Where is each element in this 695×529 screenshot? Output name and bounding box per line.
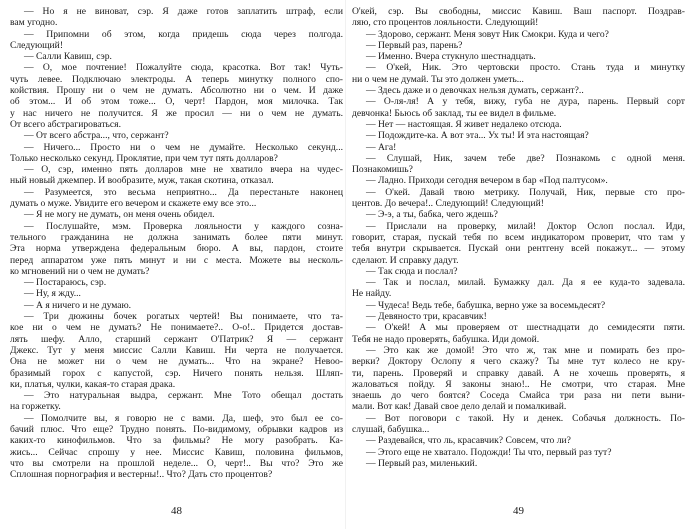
text-line: каких-то кинофильмов. Что за фильмы? Не могу разобрать. Ка- [10,435,343,447]
text-line: — Именно. Вчера стукнуло шестнадцать. [366,51,536,63]
text-line: жаловаться пойду. Я законы знаю!.. Не смотри, что старая. Мне [352,378,685,390]
text-line: что вы смотрели на прошлой неделе... О, черт!.. Вы что? Это же [10,457,343,469]
text-line: — Я не могу не думать, он меня очень обидел. [24,209,215,221]
text-line: — О'кей. Давай твою метрику. Получай, Ник, первые сто про- [366,186,685,198]
text-line: Следующий! [10,39,64,51]
text-line: — Вот поговори с такой. Ну и денек. Собачья должность. По- [366,412,685,424]
text-line: — Слушай, Ник, зачем тебе две? Познакомь с одной меня. [366,152,685,164]
text-line: у нас ничего не получится. Я же просил — ни о чем не думать. [10,107,343,119]
text-line: Джекс. Тут у меня миссис Салли Кавиш. Ни черта не получается. [10,344,343,356]
text-line: ко мгновений ни о чем не думать? [10,265,150,277]
text-line: — Девяносто три, красавчик! [366,311,487,323]
text-line: О'кей, сэр. Вы свободны, миссис Кавиш. Ваш паспорт. Поздрав- [352,6,685,17]
text-line: — Ага! [366,141,397,153]
text-line: — Нет — настоящая. Я живет недалеко отсюда. [366,118,562,130]
text-line: — Помолчите вы, я говорю не с вами. Да, шеф, это был ее со- [24,412,343,424]
text-line: — А я ничего и не думаю. [24,299,132,311]
text-line: — Три дюжины бочек рогатых чертей! Вы понимаете, что та- [24,311,343,323]
text-line: знаешь до чего боятся? Соседа Смайса три раза ни пети выни- [352,390,685,402]
text-line: — Подождите-ка. А вот эта... Ух ты! И эта настоящая? [366,130,589,142]
text-line: кое ни о чем не думать? Не понимаете?.. О-о!.. Придется достав- [10,322,343,334]
text-line: тельного гражданина не должна занимать более пяти минут. [10,231,343,243]
text-line: тебя внутри скрывается. Пускай они рентгену всей покажут... — этому [352,243,685,255]
text-line: бразимый горох с капустой, сэр. Ничего понять нельзя. Шляп- [10,367,343,379]
text-line: — Разумеется, это весьма неприятно... Да перестаньте наконец [24,186,343,198]
text-line: чуть левее. Подключаю электроды. А теперь минутку полного спо- [10,73,343,85]
text-line: — Первый раз, парень? [366,39,463,51]
text-line: Не найду. [352,288,392,300]
text-line: думать о муже. Увидите его вечером и скажете ему все это... [10,198,257,210]
text-line: слушай, бабушка... [352,423,430,435]
left-page-number: 48 [171,505,182,517]
text-line: койствия. Прошу ни о чем не думать. Абсолютно ни о чем. И даже [10,85,343,97]
book-gutter [345,0,346,529]
text-line: верки? Доктору Ослопу я чего скажу? Ты мне тут колесо не кру- [352,356,685,368]
text-line: — Раздевайся, что ль, красавчик? Совсем, что ли? [366,435,571,447]
text-line: Эта норма утверждена федеральным бюро. А вы, пардон, стоите [10,243,343,255]
text-line: ти, парень. Проверяй и справку давай. А не хочешь проверять, я [352,367,685,379]
text-line: — О-ля-ля! А у тебя, вижу, губа не дура, парень. Первый сорт [366,96,685,108]
text-line: — О, сэр, именно пять долларов мне не хватило вчера на чудес- [24,164,343,176]
text-line: — Прислали на проверку, милай! Доктор Ослоп послал. Иди, [366,220,685,232]
text-line: Она не может ни о чем не думать... Что на экране? Невоо- [10,356,343,368]
right-page-text [352,6,685,469]
text-line: девчонка! Бьюсь об заклад, ты ее видел в фильме. [352,107,557,119]
text-line: на горжетку. [10,401,61,413]
text-line: — Ладно. Приходи сегодня вечером в бар «Под палтусом». [366,175,608,187]
text-line: — От всего абстра..., что, сержант? [24,130,169,142]
text-line: — Этого еще не хватало. Подожди! Ты что, первый раз тут? [366,446,612,458]
right-page [352,0,685,529]
text-line: перед аппаратом уже пять минут и ни с места. Можете вы несколь- [10,254,343,266]
text-line: мали. Вот как! Давай свое дело делай и помалкивай. [352,401,567,413]
text-line: — Припомни об этом, когда придешь сюда через полгода. [24,28,343,40]
text-line: — Салли Кавиш, сэр. [24,51,112,63]
text-line: Только несколько секунд. Проклятие, при чем тут пять долларов? [10,152,278,164]
text-line: вам угодно. [10,17,58,29]
text-line: ни о чем не думай. Ты это должен уметь... [352,73,524,85]
left-page [10,0,343,529]
text-line: бачий плюс. Что еще? Трудно понять. По-видимому, обрывки кадров из [10,423,343,435]
text-line: — Здесь даже и о девочках нельзя думать, сержант?.. [366,85,584,97]
text-line: — Постараюсь, сэр. [24,277,107,289]
text-line: — Здорово, сержант. Меня зовут Ник Смокри. Куда и чего? [366,28,609,40]
text-line: Познакомишь? [352,164,413,176]
left-page-text [10,6,343,480]
text-line: — Это натуральная выдра, сержант. Мне Тото обещал достать [24,390,343,402]
text-line: ки, платья, чулки, какая-то старая драка. [10,378,176,390]
text-line: От всего абстрагироваться. [10,118,121,130]
text-line: ный новый джемпер. И вообразите, муж, такая скотина, отказал. [10,175,274,187]
text-line: — Так сюда и послал? [366,265,458,277]
text-line: — Это как же домой! Это что ж, так мне и помирать без про- [366,344,685,356]
text-line: — О, мое почтение! Пожалуйте сюда, красотка. Вот так! Чуть- [24,62,343,74]
text-line: об этом... И об этом тоже... О, черт! Пардон, моя милочка. Так [10,96,343,108]
text-line: — Ну, я жду... [24,288,81,300]
text-line: — Послушайте, мэм. Проверка лояльности у каждого созна- [24,220,343,232]
text-line: лять шефу. Алло, старший сержант О'Патрик? Я — сержант [10,333,343,345]
text-line: — Э-э, а ты, бабка, чего ждешь? [366,209,498,221]
text-line: — О'кей, Ник. Это чертовски просто. Стань туда и минутку [366,62,685,74]
text-line: сделают. И справку дадут. [352,254,459,266]
text-line: центов. До вечера!.. Следующий! Следующий! [352,198,544,210]
text-line: — Но я не виноват, сэр. Я даже готов заплатить штраф, если [24,6,343,17]
text-line: — Чудеса! Ведь тебе, бабушка, верно уже за восемьдесят? [366,299,606,311]
text-line: ляю, сто процентов лояльности. Следующий! [352,17,539,29]
text-line: Сплошная порнография и вестерны!.. Что? Дать сто процентов? [10,469,273,481]
text-line: — О'кей! А мы проверяем от шестнадцати до семидесяти пяти. [366,322,685,334]
text-line: — Так и послал, милай. Бумажку дал. Да я ее куда-то задевала. [366,277,685,289]
text-line: — Первый раз, миленький. [366,457,478,469]
text-line: — Ничего... Просто ни о чем не думайте. Несколько секунд... [24,141,343,153]
text-line: говорит, старая, пускай тебя по всем индикатором проверит, что там у [352,231,685,243]
right-page-number: 49 [513,505,524,517]
text-line: жись... Сейчас спрошу у нее. Миссис Кавиш, половина фильмов, [10,446,343,458]
text-line: Тебя не надо проверять, бабушка. Иди домой. [352,333,540,345]
